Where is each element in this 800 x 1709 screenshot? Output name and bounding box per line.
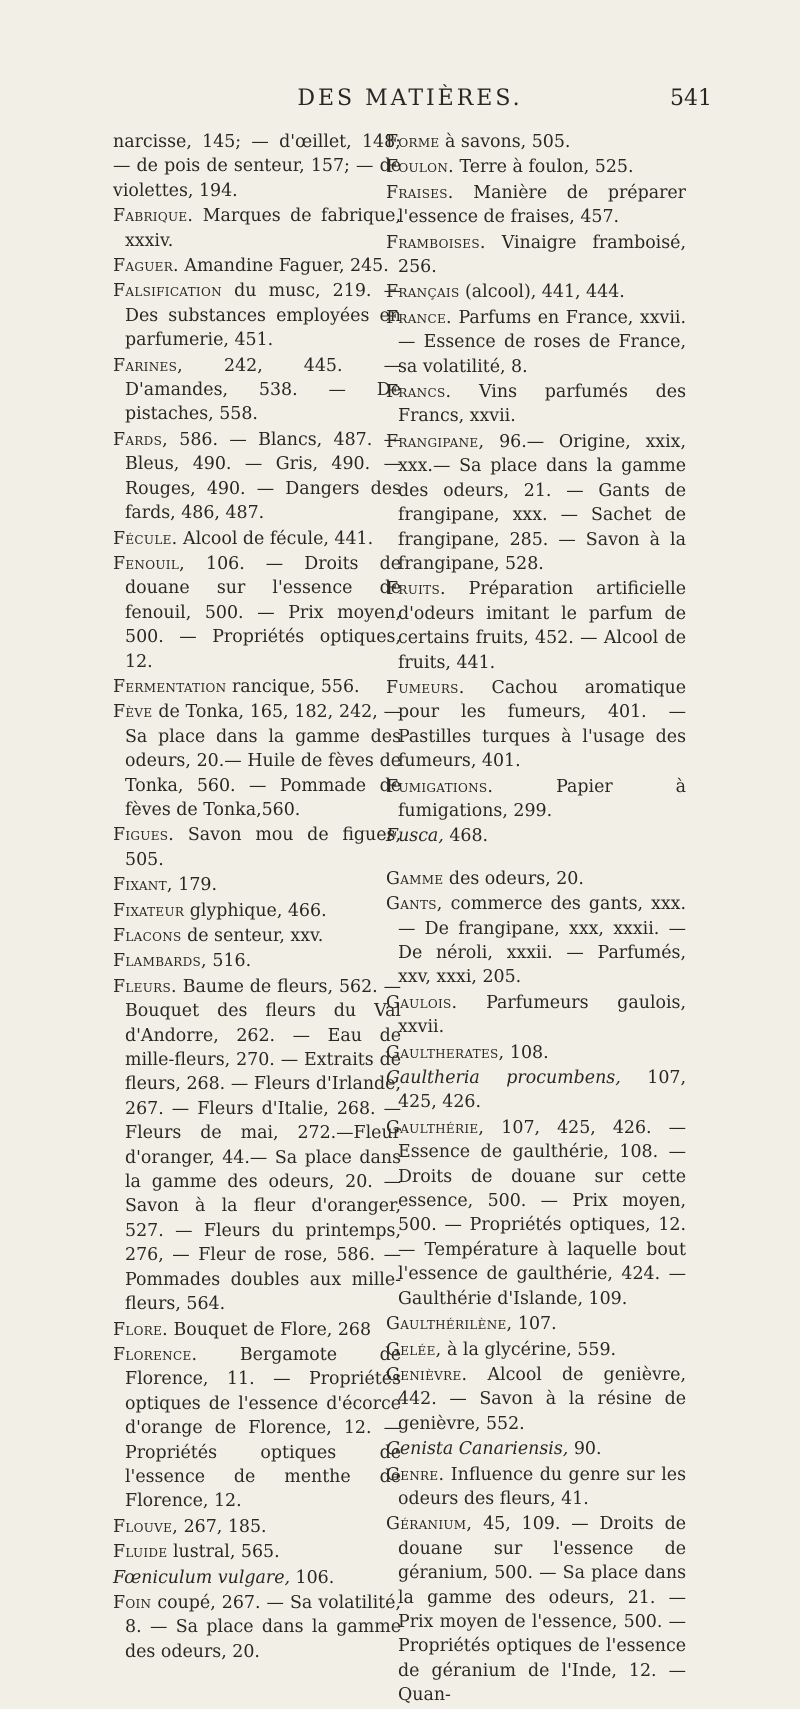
index-entry-text: Savon mou de figues, 505. xyxy=(125,825,401,870)
index-entry xyxy=(113,428,401,526)
index-entry-headword: Genre. xyxy=(386,1464,445,1485)
index-entry-headword: Forme xyxy=(386,132,440,152)
index-entry xyxy=(386,1363,686,1436)
index-entry xyxy=(386,231,686,280)
index-entry-headword: Figues. xyxy=(113,825,175,846)
index-entry xyxy=(386,1041,686,1065)
index-entry-text: Amandine Faguer, 245. xyxy=(178,256,389,277)
index-entry xyxy=(386,1116,686,1311)
index-entry-headword: Foulon. xyxy=(386,157,454,178)
index-entry-headword: Falsification xyxy=(113,281,222,302)
index-entry xyxy=(113,130,401,203)
index-entry-text: rancique, 556. xyxy=(226,676,360,697)
index-entry xyxy=(386,991,686,1040)
index-entry-text: narcisse, 145; — d'œillet, 148; — de pois de senteur, 157; — de violettes, 194. xyxy=(113,132,401,201)
index-entry-text: commerce des gants, xxx.— De frangipane, xxx, xxxii. — De néroli, xxxii. — Parfumés, xxv, xxxi, 205. xyxy=(398,894,686,988)
index-entry xyxy=(386,155,686,179)
index-entry-headword: Fœniculum vulgare, xyxy=(113,1567,291,1588)
index-entry-text: 107, 425, 426. xyxy=(398,1068,687,1113)
index-entry xyxy=(386,280,686,304)
index-entry-headword: Gelée, xyxy=(386,1339,442,1360)
index-entry-text: 267, 185. xyxy=(178,1516,267,1537)
index-entry-headword: Fraises. xyxy=(386,182,454,203)
index-entry xyxy=(113,675,401,699)
index-entry xyxy=(386,130,686,154)
index-entry-headword: Flore. xyxy=(113,1319,168,1340)
index-entry xyxy=(386,676,686,774)
index-entry xyxy=(113,924,401,948)
index-entry-text: 96.— Origine, xxix, xxx.— Sa place dans la gamme des odeurs, 21. — Gants de frangipane, xxx. — Sachet de frangipane, 285. — Savon à la frangipane, 528. xyxy=(398,431,686,574)
index-column-right xyxy=(386,130,686,1709)
index-entry-headword: Foin xyxy=(113,1592,152,1613)
index-entry-text: Vinaigre framboisé, 256. xyxy=(398,232,686,278)
index-entry-text: Préparation artificielle d'odeurs imitant le parfum de certains fruits, 452. — Alcool de fruits, 441. xyxy=(398,579,686,673)
index-entry-headword: Fards, xyxy=(113,429,168,450)
index-entry-text: 586. — Blancs, 487. — Bleus, 490. — Gris, 490. — Rouges, 490. — Dangers des fards, 486, 487. xyxy=(125,429,401,524)
index-entry xyxy=(113,279,401,352)
index-entry-headword: Fumigations. xyxy=(386,776,494,797)
index-entry-headword: Frangipane, xyxy=(386,431,485,452)
index-entry-headword: Flambards, xyxy=(113,951,207,972)
index-entry-headword: Gaultherates, xyxy=(386,1042,505,1063)
index-entry xyxy=(113,204,401,253)
index-entry xyxy=(386,577,686,675)
index-entry-headword: Fluide xyxy=(113,1542,168,1563)
index-entry xyxy=(113,899,401,923)
index-entry xyxy=(113,873,401,897)
index-entry-headword: Faguer. xyxy=(113,256,179,277)
index-entry-text: 468. xyxy=(443,826,489,847)
index-entry-text: 108. xyxy=(504,1042,549,1063)
index-entry xyxy=(113,949,401,973)
index-entry-headword: Gamme xyxy=(386,868,444,889)
index-entry-headword: Français xyxy=(386,282,460,303)
index-entry-text: Terre à foulon, 525. xyxy=(453,157,634,178)
index-entry-text: à savons, 505. xyxy=(439,132,571,152)
index-entry-headword: Florence. xyxy=(113,1344,198,1365)
index-entry xyxy=(113,552,401,674)
index-entry-headword: Fève xyxy=(113,702,153,723)
index-entry xyxy=(113,1343,401,1514)
index-entry-text: Marques de fabrique, xxxiv. xyxy=(125,206,401,251)
index-entry-text: 242, 445. — D'amandes, 538. — De pistaches, 558. xyxy=(125,355,401,425)
index-entry-text: coupé, 267. — Sa volatilité, 8. — Sa place dans la gamme des odeurs, 20. xyxy=(125,1592,401,1662)
index-entry-text: Baume de fleurs, 562. — Bouquet des fleurs du Val d'Andorre, 262. — Eau de mille-fleurs, 270. — Extraits de fleurs, 268. — Fleurs d'Irlande, 267. — Fleurs d'Italie, 268. — Fleurs de mai, 272.—Fleur d'oranger, 44.— Sa place dans la gamme des odeurs, 20. — Savon à la fleur d'oranger, 527. — Fleurs du printemps, 276, — Fleur de rose, 586. — Pommades doubles aux mille-fleurs, 564. xyxy=(125,976,401,1315)
index-entry-text: à la glycérine, 559. xyxy=(441,1339,617,1360)
index-entry xyxy=(113,354,401,427)
index-entry xyxy=(386,892,686,990)
index-entry xyxy=(386,824,686,848)
index-entry xyxy=(386,380,686,429)
index-entry-headword: Fermentation xyxy=(113,676,227,697)
index-entry-headword: Genièvre. xyxy=(386,1364,468,1385)
index-entry-text: Papier à fumigations, 299. xyxy=(398,776,686,821)
index-entry xyxy=(113,527,401,551)
index-entry-headword: Fixateur xyxy=(113,900,185,921)
index-entry-text: Manière de préparer l'essence de fraises, 457. xyxy=(398,182,686,228)
index-entry-headword: Genista Canariensis, xyxy=(386,1439,569,1460)
index-entry-headword: Gaulthérilène, xyxy=(386,1314,513,1335)
index-entry-text: Parfums en France, xxvii. — Essence de roses de France, sa volatilité, 8. xyxy=(398,307,686,377)
running-title: DES MATIÈRES. xyxy=(297,86,523,111)
index-entry-headword: Francs. xyxy=(386,382,452,403)
index-entry-text: Influence du genre sur les odeurs des fleurs, 41. xyxy=(398,1464,686,1509)
index-entry-text: Bergamote de Florence, 11. — Propriétés optiques de l'essence d'écorce d'orange de Florence, 12. — Propriétés optiques de l'essence de menthe de Florence, 12. xyxy=(125,1344,401,1512)
index-entry-text: 106. xyxy=(290,1567,335,1588)
index-entry-text: 107. xyxy=(512,1314,557,1335)
index-entry-text: (alcool), 441, 444. xyxy=(459,282,625,303)
index-entry-text: Alcool de fécule, 441. xyxy=(177,528,374,549)
index-entry-text: de senteur, xxv. xyxy=(181,926,324,946)
index-entry-text: du musc, 219. — Des substances employées en parfumerie, 451. xyxy=(125,281,401,351)
index-entry xyxy=(386,181,686,230)
index-entry xyxy=(386,775,686,824)
index-entry-headword: Fleurs. xyxy=(113,976,177,997)
index-entry-headword: Gants, xyxy=(386,894,443,915)
index-entry-headword: Fruits. xyxy=(386,579,446,600)
index-entry-headword: France. xyxy=(386,307,452,328)
index-entry-text: 107, 425, 426. — Essence de gaulthérie, 108. — Droits de douane sur cette essence, 500. — Prix moyen, 500. — Propriétés optiques, 12. — Température à laquelle bout l'essence de gaulthérie, 424. — Gaulthérie d'Islande, 109. xyxy=(398,1117,686,1309)
index-entry-text: 179. xyxy=(172,875,217,896)
index-entry xyxy=(113,975,401,1317)
index-entry-headword: Fumeurs. xyxy=(386,677,465,698)
index-entry-text: 90. xyxy=(568,1439,602,1460)
index-entry-text: de Tonka, 165, 182, 242, — Sa place dans la gamme des odeurs, 20.— Huile de fèves de Tonka, 560. — Pommade de fèves de Tonka,560. xyxy=(125,702,401,820)
index-entry-text: des odeurs, 20. xyxy=(443,868,584,889)
index-column-left xyxy=(113,130,401,1665)
index-entry xyxy=(386,430,686,576)
index-entry xyxy=(386,1512,686,1707)
index-entry-text: Alcool de genièvre, 442. — Savon à la résine de genièvre, 552. xyxy=(398,1364,686,1434)
index-entry xyxy=(386,1312,686,1336)
index-entry-headword: Géranium, xyxy=(386,1514,473,1535)
index-entry-headword: Fécule. xyxy=(113,528,178,549)
index-entry-headword: Gaultheria procumbens, xyxy=(386,1068,621,1089)
index-entry xyxy=(113,1318,401,1342)
index-entry xyxy=(386,1338,686,1362)
page-number: 541 xyxy=(670,86,712,111)
index-entry-text: Cachou aromatique pour les fumeurs, 401. — Pastilles turques à l'usage des fumeurs, 401. xyxy=(398,677,686,772)
index-entry-text: Vins parfumés des Francs, xxvii. xyxy=(398,382,686,427)
index-entry-text: 516. xyxy=(206,951,252,972)
index-entry-text: Bouquet de Flore, 268 xyxy=(168,1319,372,1340)
index-entry xyxy=(113,1540,401,1564)
index-entry-headword: Fabrique. xyxy=(113,206,194,227)
index-entry-headword: Fenouil, xyxy=(113,553,185,574)
index-entry xyxy=(386,306,686,379)
index-entry-headword: Gaulthérie, xyxy=(386,1117,485,1138)
index-entry xyxy=(113,823,401,872)
index-entry-text: 45, 109. — Droits de douane sur l'essence de géranium, 500. — Sa place dans la gamme des odeurs, 21. — Prix moyen de l'essence, 500. — Propriétés optiques de l'essence de géranium de l'Inde, 12. — Quan- xyxy=(398,1514,686,1706)
index-entry xyxy=(113,1566,401,1590)
index-entry-headword: Gaulois. xyxy=(386,992,458,1013)
index-entry-text: 106. — Droits de douane sur l'essence de fenouil, 500. — Prix moyen, 500. — Propriétés optiques, 12. xyxy=(125,553,401,672)
index-entry xyxy=(386,867,686,891)
index-entry xyxy=(113,254,401,278)
index-entry-headword: Farines, xyxy=(113,355,183,376)
index-entry xyxy=(386,1437,686,1461)
index-entry-headword: Flacons xyxy=(113,926,182,946)
index-entry xyxy=(113,1591,401,1664)
index-entry-text: lustral, 565. xyxy=(167,1542,280,1563)
index-entry-text: glyphique, 466. xyxy=(184,900,327,921)
index-entry xyxy=(386,1066,686,1115)
index-entry-headword: Framboises. xyxy=(386,232,486,253)
index-entry-headword: Fusca, xyxy=(386,826,444,847)
index-entry-headword: Flouve, xyxy=(113,1516,179,1537)
index-entry-text: Parfumeurs gaulois, xxvii. xyxy=(398,992,686,1038)
index-entry-headword: Fixant, xyxy=(113,875,173,896)
index-entry xyxy=(386,1463,686,1512)
page-header xyxy=(100,86,720,116)
index-entry xyxy=(113,700,401,822)
index-entry xyxy=(113,1515,401,1539)
